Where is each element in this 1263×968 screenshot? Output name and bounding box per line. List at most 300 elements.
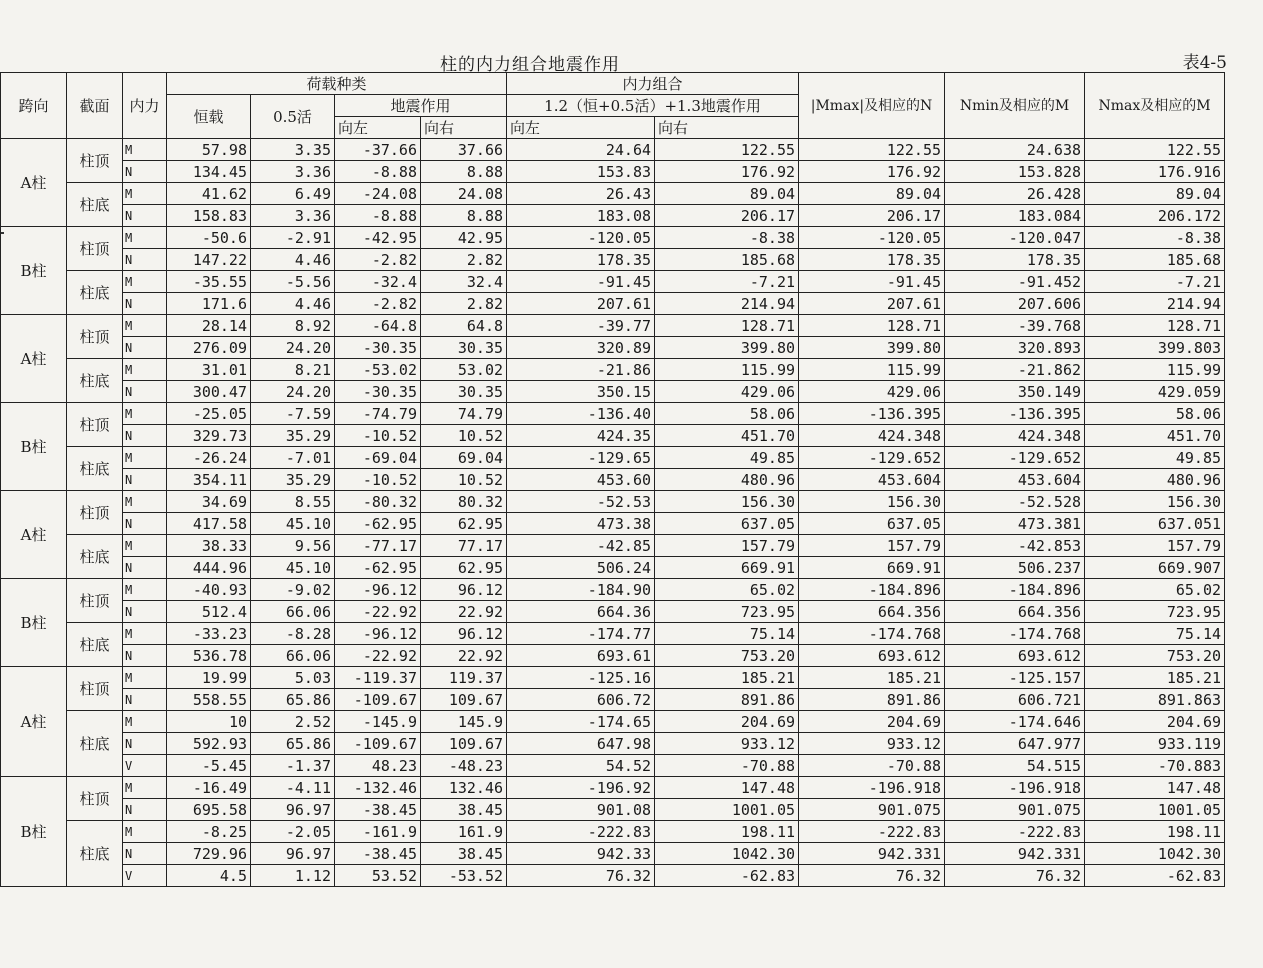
value-cell: 128.71 <box>655 315 799 337</box>
value-cell: -21.862 <box>945 359 1085 381</box>
table-row <box>1 359 1225 381</box>
force-type-cell: M <box>123 403 167 425</box>
table-body <box>1 139 1225 887</box>
value-cell: 30.35 <box>421 381 507 403</box>
value-cell: 35.29 <box>251 425 335 447</box>
table-row <box>1 689 1225 711</box>
force-type-cell: N <box>123 205 167 227</box>
value-cell: -52.528 <box>945 491 1085 513</box>
value-cell: 942.331 <box>799 843 945 865</box>
value-cell: -174.768 <box>799 623 945 645</box>
table-row <box>1 865 1225 887</box>
value-cell: 669.91 <box>799 557 945 579</box>
value-cell: 933.12 <box>799 733 945 755</box>
value-cell: 399.803 <box>1085 337 1225 359</box>
value-cell: -37.66 <box>335 139 421 161</box>
value-cell: 5.03 <box>251 667 335 689</box>
table-row <box>1 601 1225 623</box>
value-cell: -125.157 <box>945 667 1085 689</box>
value-cell: 901.08 <box>507 799 655 821</box>
value-cell: -174.646 <box>945 711 1085 733</box>
value-cell: -64.8 <box>335 315 421 337</box>
value-cell: 65.86 <box>251 689 335 711</box>
value-cell: -62.95 <box>335 513 421 535</box>
value-cell: 723.95 <box>655 601 799 623</box>
value-cell: -53.02 <box>335 359 421 381</box>
value-cell: 2.82 <box>421 249 507 271</box>
value-cell: 75.14 <box>655 623 799 645</box>
value-cell: 453.604 <box>945 469 1085 491</box>
value-cell: 320.89 <box>507 337 655 359</box>
value-cell: 320.893 <box>945 337 1085 359</box>
section-label: 柱底 <box>67 535 123 579</box>
value-cell: -91.45 <box>799 271 945 293</box>
value-cell: 96.97 <box>251 799 335 821</box>
value-cell: 664.356 <box>799 601 945 623</box>
table-row <box>1 557 1225 579</box>
force-type-cell: M <box>123 315 167 337</box>
value-cell: -222.83 <box>799 821 945 843</box>
force-type-cell: N <box>123 469 167 491</box>
force-type-cell: M <box>123 535 167 557</box>
value-cell: 132.46 <box>421 777 507 799</box>
value-cell: 3.35 <box>251 139 335 161</box>
value-cell: 9.56 <box>251 535 335 557</box>
value-cell: -8.25 <box>167 821 251 843</box>
value-cell: -69.04 <box>335 447 421 469</box>
force-type-cell: N <box>123 601 167 623</box>
value-cell: -132.46 <box>335 777 421 799</box>
value-cell: -24.08 <box>335 183 421 205</box>
value-cell: 647.977 <box>945 733 1085 755</box>
value-cell: 891.86 <box>799 689 945 711</box>
table-row <box>1 227 1225 249</box>
value-cell: 128.71 <box>1085 315 1225 337</box>
value-cell: 65.02 <box>1085 579 1225 601</box>
value-cell: -196.92 <box>507 777 655 799</box>
value-cell: -2.91 <box>251 227 335 249</box>
value-cell: 38.45 <box>421 799 507 821</box>
table-row <box>1 403 1225 425</box>
value-cell: 693.61 <box>507 645 655 667</box>
value-cell: -35.55 <box>167 271 251 293</box>
column-label: A柱 <box>1 667 67 777</box>
value-cell: 417.58 <box>167 513 251 535</box>
column-label: B柱 <box>1 227 67 315</box>
value-cell: 350.149 <box>945 381 1085 403</box>
force-type-cell: N <box>123 799 167 821</box>
table-row <box>1 249 1225 271</box>
value-cell: -70.88 <box>799 755 945 777</box>
value-cell: -136.395 <box>945 403 1085 425</box>
value-cell: 24.20 <box>251 381 335 403</box>
section-label: 柱顶 <box>67 777 123 821</box>
table-row <box>1 733 1225 755</box>
table-row <box>1 139 1225 161</box>
value-cell: -2.05 <box>251 821 335 843</box>
value-cell: 536.78 <box>167 645 251 667</box>
value-cell: 8.88 <box>421 205 507 227</box>
value-cell: 10.52 <box>421 425 507 447</box>
value-cell: 24.08 <box>421 183 507 205</box>
header-combo-left: 向左 <box>507 117 655 139</box>
value-cell: 8.21 <box>251 359 335 381</box>
value-cell: 153.83 <box>507 161 655 183</box>
value-cell: -7.21 <box>1085 271 1225 293</box>
value-cell: -8.38 <box>1085 227 1225 249</box>
value-cell: 480.96 <box>1085 469 1225 491</box>
value-cell: -7.59 <box>251 403 335 425</box>
value-cell: 66.06 <box>251 645 335 667</box>
value-cell: 606.721 <box>945 689 1085 711</box>
value-cell: 156.30 <box>655 491 799 513</box>
value-cell: 178.35 <box>799 249 945 271</box>
force-type-cell: N <box>123 513 167 535</box>
value-cell: -109.67 <box>335 733 421 755</box>
value-cell: -136.395 <box>799 403 945 425</box>
value-cell: 176.916 <box>1085 161 1225 183</box>
force-type-cell: N <box>123 381 167 403</box>
value-cell: 147.48 <box>1085 777 1225 799</box>
value-cell: 65.86 <box>251 733 335 755</box>
value-cell: 62.95 <box>421 557 507 579</box>
value-cell: -161.9 <box>335 821 421 843</box>
value-cell: 96.12 <box>421 579 507 601</box>
value-cell: 399.80 <box>655 337 799 359</box>
value-cell: 49.85 <box>655 447 799 469</box>
value-cell: -8.28 <box>251 623 335 645</box>
value-cell: 942.331 <box>945 843 1085 865</box>
value-cell: 723.95 <box>1085 601 1225 623</box>
force-type-cell: N <box>123 249 167 271</box>
value-cell: -129.652 <box>945 447 1085 469</box>
value-cell: 664.356 <box>945 601 1085 623</box>
value-cell: 153.828 <box>945 161 1085 183</box>
value-cell: -120.05 <box>799 227 945 249</box>
value-cell: -120.05 <box>507 227 655 249</box>
force-type-cell: M <box>123 359 167 381</box>
value-cell: 24.20 <box>251 337 335 359</box>
value-cell: 473.38 <box>507 513 655 535</box>
table-row <box>1 579 1225 601</box>
value-cell: -136.40 <box>507 403 655 425</box>
force-type-cell: M <box>123 183 167 205</box>
value-cell: 109.67 <box>421 733 507 755</box>
header-section: 截面 <box>67 73 123 139</box>
internal-force-table <box>0 72 1225 887</box>
value-cell: -62.83 <box>655 865 799 887</box>
value-cell: -32.4 <box>335 271 421 293</box>
value-cell: -91.452 <box>945 271 1085 293</box>
value-cell: 695.58 <box>167 799 251 821</box>
value-cell: 122.55 <box>1085 139 1225 161</box>
force-type-cell: M <box>123 821 167 843</box>
section-label: 柱底 <box>67 359 123 403</box>
section-label: 柱顶 <box>67 139 123 183</box>
table-row <box>1 447 1225 469</box>
value-cell: 424.348 <box>945 425 1085 447</box>
column-label: A柱 <box>1 491 67 579</box>
value-cell: 76.32 <box>507 865 655 887</box>
force-type-cell: M <box>123 271 167 293</box>
force-type-cell: N <box>123 843 167 865</box>
value-cell: -8.38 <box>655 227 799 249</box>
value-cell: 80.32 <box>421 491 507 513</box>
table-title: 柱的内力组合地震作用 <box>440 55 620 75</box>
value-cell: 729.96 <box>167 843 251 865</box>
value-cell: -39.768 <box>945 315 1085 337</box>
value-cell: -52.53 <box>507 491 655 513</box>
value-cell: 77.17 <box>421 535 507 557</box>
value-cell: 473.381 <box>945 513 1085 535</box>
value-cell: 96.97 <box>251 843 335 865</box>
value-cell: 53.02 <box>421 359 507 381</box>
value-cell: 206.172 <box>1085 205 1225 227</box>
value-cell: 76.32 <box>799 865 945 887</box>
value-cell: 185.21 <box>1085 667 1225 689</box>
value-cell: -4.11 <box>251 777 335 799</box>
value-cell: 300.47 <box>167 381 251 403</box>
force-type-cell: V <box>123 755 167 777</box>
value-cell: 4.46 <box>251 293 335 315</box>
header-live: 0.5活 <box>251 95 335 139</box>
value-cell: -2.82 <box>335 293 421 315</box>
value-cell: -5.56 <box>251 271 335 293</box>
value-cell: 207.61 <box>507 293 655 315</box>
value-cell: 693.612 <box>799 645 945 667</box>
value-cell: 48.23 <box>335 755 421 777</box>
value-cell: -50.6 <box>167 227 251 249</box>
force-type-cell: N <box>123 645 167 667</box>
value-cell: -222.83 <box>945 821 1085 843</box>
value-cell: 4.46 <box>251 249 335 271</box>
value-cell: -125.16 <box>507 667 655 689</box>
value-cell: 157.79 <box>655 535 799 557</box>
value-cell: 429.06 <box>655 381 799 403</box>
value-cell: 38.33 <box>167 535 251 557</box>
table-row <box>1 623 1225 645</box>
value-cell: 178.35 <box>507 249 655 271</box>
value-cell: -25.05 <box>167 403 251 425</box>
header-nmin: Nmin及相应的M <box>945 73 1085 139</box>
force-type-cell: N <box>123 425 167 447</box>
value-cell: -70.88 <box>655 755 799 777</box>
section-label: 柱顶 <box>67 579 123 623</box>
value-cell: 74.79 <box>421 403 507 425</box>
value-cell: 22.92 <box>421 601 507 623</box>
value-cell: 119.37 <box>421 667 507 689</box>
value-cell: 506.237 <box>945 557 1085 579</box>
value-cell: 451.70 <box>1085 425 1225 447</box>
force-type-cell: M <box>123 777 167 799</box>
header-force: 内力 <box>123 73 167 139</box>
value-cell: 45.10 <box>251 513 335 535</box>
section-label: 柱底 <box>67 623 123 667</box>
value-cell: -74.79 <box>335 403 421 425</box>
value-cell: 37.66 <box>421 139 507 161</box>
value-cell: -26.24 <box>167 447 251 469</box>
value-cell: -196.918 <box>945 777 1085 799</box>
value-cell: 65.02 <box>655 579 799 601</box>
value-cell: 429.059 <box>1085 381 1225 403</box>
table-row <box>1 667 1225 689</box>
force-type-cell: V <box>123 865 167 887</box>
value-cell: -30.35 <box>335 337 421 359</box>
value-cell: 34.69 <box>167 491 251 513</box>
value-cell: 198.11 <box>1085 821 1225 843</box>
column-label: B柱 <box>1 403 67 491</box>
value-cell: 901.075 <box>945 799 1085 821</box>
force-type-cell: N <box>123 557 167 579</box>
value-cell: 1042.30 <box>1085 843 1225 865</box>
value-cell: -42.853 <box>945 535 1085 557</box>
value-cell: -38.45 <box>335 799 421 821</box>
value-cell: 207.61 <box>799 293 945 315</box>
value-cell: -21.86 <box>507 359 655 381</box>
value-cell: -10.52 <box>335 425 421 447</box>
value-cell: 185.68 <box>655 249 799 271</box>
value-cell: 178.35 <box>945 249 1085 271</box>
value-cell: 115.99 <box>655 359 799 381</box>
value-cell: -129.652 <box>799 447 945 469</box>
value-cell: 38.45 <box>421 843 507 865</box>
header-seismic-left: 向左 <box>335 117 421 139</box>
force-type-cell: M <box>123 711 167 733</box>
value-cell: 161.9 <box>421 821 507 843</box>
table-row <box>1 821 1225 843</box>
value-cell: 901.075 <box>799 799 945 821</box>
value-cell: -10.52 <box>335 469 421 491</box>
value-cell: -33.23 <box>167 623 251 645</box>
value-cell: 42.95 <box>421 227 507 249</box>
value-cell: 89.04 <box>799 183 945 205</box>
value-cell: 35.29 <box>251 469 335 491</box>
value-cell: 6.49 <box>251 183 335 205</box>
value-cell: -184.896 <box>945 579 1085 601</box>
value-cell: 451.70 <box>655 425 799 447</box>
value-cell: 4.5 <box>167 865 251 887</box>
force-type-cell: N <box>123 293 167 315</box>
value-cell: 647.98 <box>507 733 655 755</box>
value-cell: 54.52 <box>507 755 655 777</box>
value-cell: 96.12 <box>421 623 507 645</box>
value-cell: -39.77 <box>507 315 655 337</box>
value-cell: 669.907 <box>1085 557 1225 579</box>
value-cell: -40.93 <box>167 579 251 601</box>
value-cell: 424.35 <box>507 425 655 447</box>
value-cell: 185.21 <box>655 667 799 689</box>
value-cell: 637.051 <box>1085 513 1225 535</box>
force-type-cell: M <box>123 227 167 249</box>
value-cell: 185.21 <box>799 667 945 689</box>
value-cell: -38.45 <box>335 843 421 865</box>
value-cell: -30.35 <box>335 381 421 403</box>
value-cell: 891.86 <box>655 689 799 711</box>
value-cell: -22.92 <box>335 601 421 623</box>
header-combo-formula: 1.2（恒+0.5活）+1.3地震作用 <box>507 95 799 117</box>
value-cell: 158.83 <box>167 205 251 227</box>
column-label: B柱 <box>1 579 67 667</box>
value-cell: -119.37 <box>335 667 421 689</box>
value-cell: 207.606 <box>945 293 1085 315</box>
table-row <box>1 337 1225 359</box>
header-span: 跨向 <box>1 73 67 139</box>
table-row <box>1 711 1225 733</box>
section-label: 柱顶 <box>67 403 123 447</box>
value-cell: 1042.30 <box>655 843 799 865</box>
value-cell: -7.01 <box>251 447 335 469</box>
value-cell: 22.92 <box>421 645 507 667</box>
header-load-types: 荷载种类 <box>167 73 507 95</box>
section-label: 柱底 <box>67 271 123 315</box>
section-label: 柱顶 <box>67 667 123 711</box>
value-cell: 122.55 <box>655 139 799 161</box>
value-cell: -1.37 <box>251 755 335 777</box>
value-cell: 30.35 <box>421 337 507 359</box>
value-cell: 637.05 <box>799 513 945 535</box>
table-row <box>1 535 1225 557</box>
value-cell: 753.20 <box>655 645 799 667</box>
value-cell: 1001.05 <box>1085 799 1225 821</box>
value-cell: 512.4 <box>167 601 251 623</box>
value-cell: 453.60 <box>507 469 655 491</box>
value-cell: 185.68 <box>1085 249 1225 271</box>
force-type-cell: M <box>123 491 167 513</box>
value-cell: 57.98 <box>167 139 251 161</box>
table-row <box>1 293 1225 315</box>
value-cell: 933.12 <box>655 733 799 755</box>
value-cell: -96.12 <box>335 579 421 601</box>
table-row <box>1 491 1225 513</box>
value-cell: 32.4 <box>421 271 507 293</box>
value-cell: 354.11 <box>167 469 251 491</box>
value-cell: 157.79 <box>1085 535 1225 557</box>
value-cell: 31.01 <box>167 359 251 381</box>
value-cell: 1001.05 <box>655 799 799 821</box>
value-cell: 592.93 <box>167 733 251 755</box>
value-cell: 156.30 <box>799 491 945 513</box>
table-header <box>1 73 1225 139</box>
section-label: 柱底 <box>67 821 123 887</box>
section-label: 柱顶 <box>67 227 123 271</box>
value-cell: 350.15 <box>507 381 655 403</box>
table-row <box>1 205 1225 227</box>
value-cell: -196.918 <box>799 777 945 799</box>
value-cell: 753.20 <box>1085 645 1225 667</box>
table-row <box>1 425 1225 447</box>
value-cell: -96.12 <box>335 623 421 645</box>
value-cell: 506.24 <box>507 557 655 579</box>
value-cell: -8.88 <box>335 161 421 183</box>
value-cell: 176.92 <box>655 161 799 183</box>
table-row <box>1 777 1225 799</box>
value-cell: 69.04 <box>421 447 507 469</box>
value-cell: 45.10 <box>251 557 335 579</box>
value-cell: -48.23 <box>421 755 507 777</box>
value-cell: -222.83 <box>507 821 655 843</box>
value-cell: 109.67 <box>421 689 507 711</box>
value-cell: 669.91 <box>655 557 799 579</box>
value-cell: 89.04 <box>655 183 799 205</box>
value-cell: 41.62 <box>167 183 251 205</box>
value-cell: 1.12 <box>251 865 335 887</box>
value-cell: 2.82 <box>421 293 507 315</box>
header-combo-right: 向右 <box>655 117 799 139</box>
value-cell: 3.36 <box>251 161 335 183</box>
value-cell: 480.96 <box>655 469 799 491</box>
value-cell: 24.64 <box>507 139 655 161</box>
value-cell: 156.30 <box>1085 491 1225 513</box>
